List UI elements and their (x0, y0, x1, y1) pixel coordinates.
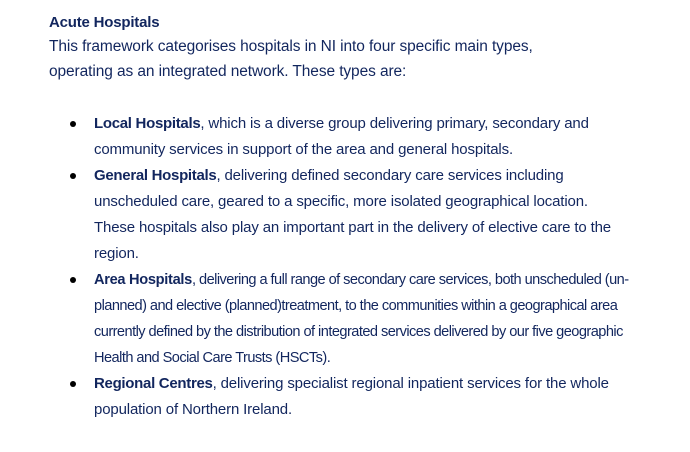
list-item-text: , which is a diverse group delivering primary, secondary and (200, 115, 589, 132)
list-item-line: region. (94, 245, 139, 262)
list-item-first-line (94, 111, 679, 137)
list-item-line: currently defined by the distribution of integrated services delivered by our five geographic (94, 324, 623, 340)
list-item-text: , delivering specialist regional inpatient services for the whole (212, 375, 609, 392)
bullet-icon (70, 121, 76, 127)
document-body (49, 12, 679, 423)
section-heading: Acute Hospitals (49, 14, 160, 31)
intro-line: This framework categorises hospitals in NI into four specific main types, (49, 38, 533, 55)
list-item-term: General Hospitals (94, 167, 217, 184)
bullet-icon (70, 381, 76, 387)
list-item-term: Regional Centres (94, 375, 213, 392)
intro-paragraph (49, 34, 679, 84)
list-item-first-line (94, 371, 679, 397)
list-item-first-line (94, 267, 679, 293)
list-item-line: planned) and elective (planned)treatment, to the communities within a geographical area (94, 298, 618, 314)
bullet-icon (70, 173, 76, 179)
list-item-area-hospitals (49, 267, 679, 371)
hospital-types-list (49, 111, 679, 423)
list-item-line: Health and Social Care Trusts (HSCTs). (94, 350, 331, 366)
list-item-line: unscheduled care, geared to a specific, more isolated geographical location. (94, 193, 588, 210)
list-item-line: population of Northern Ireland. (94, 401, 292, 418)
list-item-line: community services in support of the area and general hospitals. (94, 141, 513, 158)
intro-line: operating as an integrated network. These types are: (49, 63, 407, 80)
list-item-text: , delivering a full range of secondary care services, both unscheduled (un- (192, 272, 629, 288)
list-item-general-hospitals (49, 163, 679, 267)
list-item-regional-centres (49, 371, 679, 423)
bullet-icon (70, 277, 76, 283)
list-item-term: Area Hospitals (94, 272, 192, 288)
list-item-first-line (94, 163, 679, 189)
list-item-text: , delivering defined secondary care services including (216, 167, 564, 184)
list-item-local-hospitals (49, 111, 679, 163)
list-item-term: Local Hospitals (94, 115, 201, 132)
list-item-line: These hospitals also play an important part in the delivery of elective care to the (94, 219, 612, 236)
